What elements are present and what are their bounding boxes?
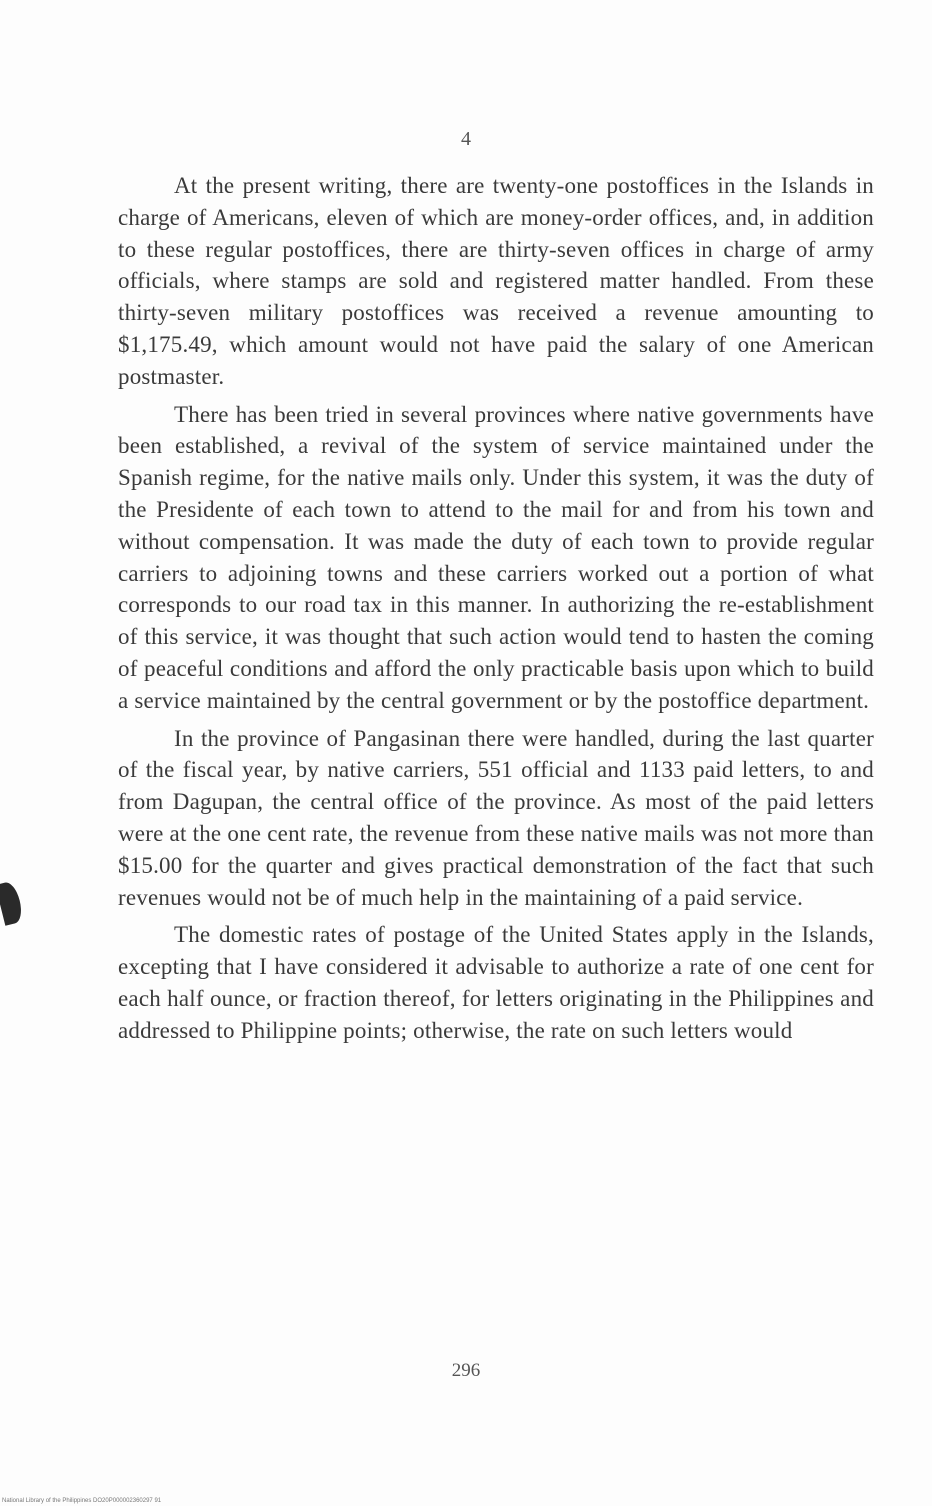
paragraph: The domestic rates of postage of the United States apply in the Islands, excepting that I have considered it advisable to authorize a rate of one cent for each half ounce, or fraction thereof, for letters originating in the Philippines and addressed to Philippine points; otherwise, the rate on such letters would <box>118 922 874 1043</box>
page-number: 4 <box>461 128 471 150</box>
paragraph: There has been tried in several provinces where native governments have been established, a revival of the system of service maintained under the Spanish regime, for the native mails only. Under this system, it was the duty of the Presidente of each town to attend to the mail for and from his town and without compensation. It was made the duty of each town to provide regular carriers to adjoining towns and these carriers worked out a portion of what corresponds to our road tax in this manner. In authorizing the re-establishment of this service, it was thought that such action would tend to hasten the coming of peaceful conditions and afford the only practicable basis upon which to build a service maintained by the central government or by the postoffice department. <box>118 401 874 713</box>
library-credit: National Library of the Philippines DO20P000002360297 91 <box>2 1498 162 1504</box>
paragraph: In the province of Pangasinan there were handled, during the last quarter of the fiscal year, by native carriers, 551 official and 1133 paid letters, to and from Dagupan, the central office of the province. As most of the paid letters were at the one cent rate, the revenue from these native mails was not more than $15.00 for the quarter and gives practical demonstration of the fact that such revenues would not be of much help in the maintaining of a paid service. <box>118 725 874 910</box>
paragraph: At the present writing, there are twenty-one postoffices in the Islands in charge of Americans, eleven of which are money-order offices, and, in addition to these regular postoffices, there are thirty-seven offices in charge of army officials, where stamps are sold and registered matter handled. From these thirty-seven military postoffices was received a revenue amounting to $1,175.49, which amount would not have paid the salary of one American postmaster. <box>118 173 874 389</box>
body-text <box>118 170 874 1053</box>
footer-page-number: 296 <box>451 1360 481 1381</box>
margin-ink-mark <box>0 880 25 926</box>
